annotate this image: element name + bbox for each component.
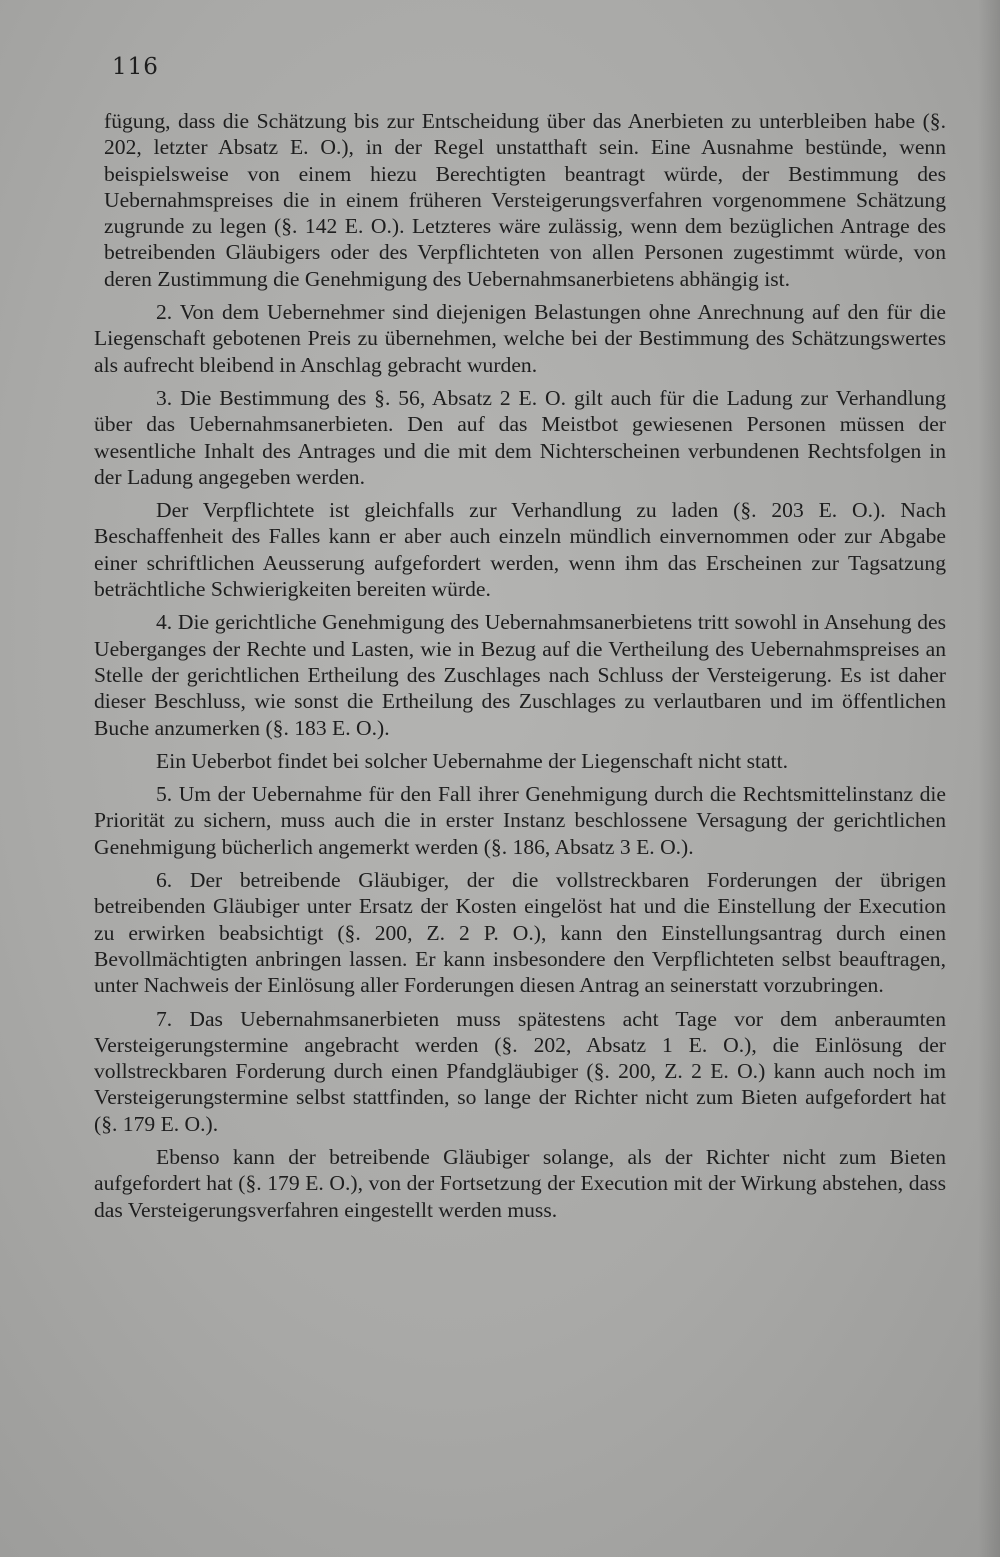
paragraph-7-continued: Ebenso kann der betreibende Gläubiger solange, als der Richter nicht zum Bieten aufgefordert hat (§. 179 E. O.), von der Fortsetzung der Execution mit der Wirkung abstehen, dass das Versteigerungsverfahren eingestellt werden muss. — [94, 1144, 946, 1222]
paragraph-7: 7. Das Uebernahmsanerbieten muss spätestens acht Tage vor dem anberaumten Versteigerungstermine angebracht werden (§. 202, Absatz 1 E. O.), die Einlösung der vollstreckbaren Forderung durch einen Pfandgläubiger (§. 200, Z. 2 E. O.) kann auch noch im Versteigerungstermine selbst stattfinden, so lange der Richter nicht zum Bieten aufgefordert hat (§. 179 E. O.). — [94, 1006, 946, 1136]
paragraph-4: 4. Die gerichtliche Genehmigung des Uebernahmsanerbietens tritt sowohl in Ansehung des Ueberganges der Rechte und Lasten, wie in Bezug auf die Vertheilung des Uebernahmspreises an Stelle der gerichtlichen Ertheilung des Zuschlages nach Schluss der Versteigerung. Es ist daher dieser Beschluss, wie sonst die Ertheilung des Zuschlages zu verlautbaren und im öffentlichen Buche anzumerken (§. 183 E. O.). — [94, 610, 946, 740]
text-body — [94, 108, 946, 1230]
paragraph-3: 3. Die Bestimmung des §. 56, Absatz 2 E. O. gilt auch für die Ladung zur Verhandlung über das Uebernahmsanerbieten. Den auf das Meistbot gewiesenen Personen müssen der wesentliche Inhalt des Antrages und die mit dem Nichterscheinen verbundenen Rechtsfolgen in der Ladung angegeben werden. — [94, 385, 946, 489]
page-number: 116 — [112, 54, 159, 80]
paragraph-4-continued: Ein Ueberbot findet bei solcher Uebernahme der Liegenschaft nicht statt. — [156, 748, 788, 773]
paragraph-5: 5. Um der Uebernahme für den Fall ihrer Genehmigung durch die Rechtsmittelinstanz die Priorität zu sichern, muss auch die in erster Instanz beschlossene Versagung der gerichtlichen Genehmigung bücherlich angemerkt werden (§. 186, Absatz 3 E. O.). — [94, 782, 946, 859]
page-edge-shadow — [978, 0, 1000, 1557]
paragraph-3-continued: Der Verpflichtete ist gleichfalls zur Verhandlung zu laden (§. 203 E. O.). Nach Beschaffenheit des Falles kann er aber auch einzeln mündlich einvernommen oder zur Abgabe einer schriftlichen Aeusserung aufgefordert werden, wenn ihm das Erscheinen zur Tagsatzung beträchtliche Schwierigkeiten bereiten würde. — [94, 498, 946, 602]
paragraph-6: 6. Der betreibende Gläubiger, der die vollstreckbaren Forderungen der übrigen betreibenden Gläubiger unter Ersatz der Kosten eingelöst hat und die Einstellung der Execution zu erwirken beabsichtigt (§. 200, Z. 2 P. O.), kann den Einstellungsantrag durch einen Bevollmächtigten anbringen lassen. Er kann insbesondere den Verpflichteten selbst beauftragen, unter Nachweis der Einlösung aller Forderungen diesen Antrag an seinerstatt vorzubringen. — [94, 868, 946, 998]
paragraph-2: 2. Von dem Uebernehmer sind diejenigen Belastungen ohne Anrechnung auf den für die Liegenschaft gebotenen Preis zu übernehmen, welche bei der Bestimmung des Schätzungswertes als aufrecht bleibend in Anschlag gebracht wurden. — [94, 300, 946, 377]
paragraph-intro: fügung, dass die Schätzung bis zur Entscheidung über das Anerbieten zu unterbleiben habe (§. 202, letzter Absatz E. O.), in der Regel unstatthaft sein. Eine Ausnahme bestünde, wenn beispielsweise von einem hiezu Berechtigten beantragt würde, der Bestimmung des Uebernahmspreises die in einem früheren Versteigerungsverfahren vorgenommene Schätzung zugrunde zu legen (§. 142 E. O.). Letzteres wäre zulässig, wenn dem bezüglichen Antrage des betreibenden Gläubigers oder des Verpflichteten von allen Personen zugestimmt würde, von deren Zustimmung die Genehmigung des Uebernahmsanerbietens abhängig ist. — [104, 109, 946, 291]
